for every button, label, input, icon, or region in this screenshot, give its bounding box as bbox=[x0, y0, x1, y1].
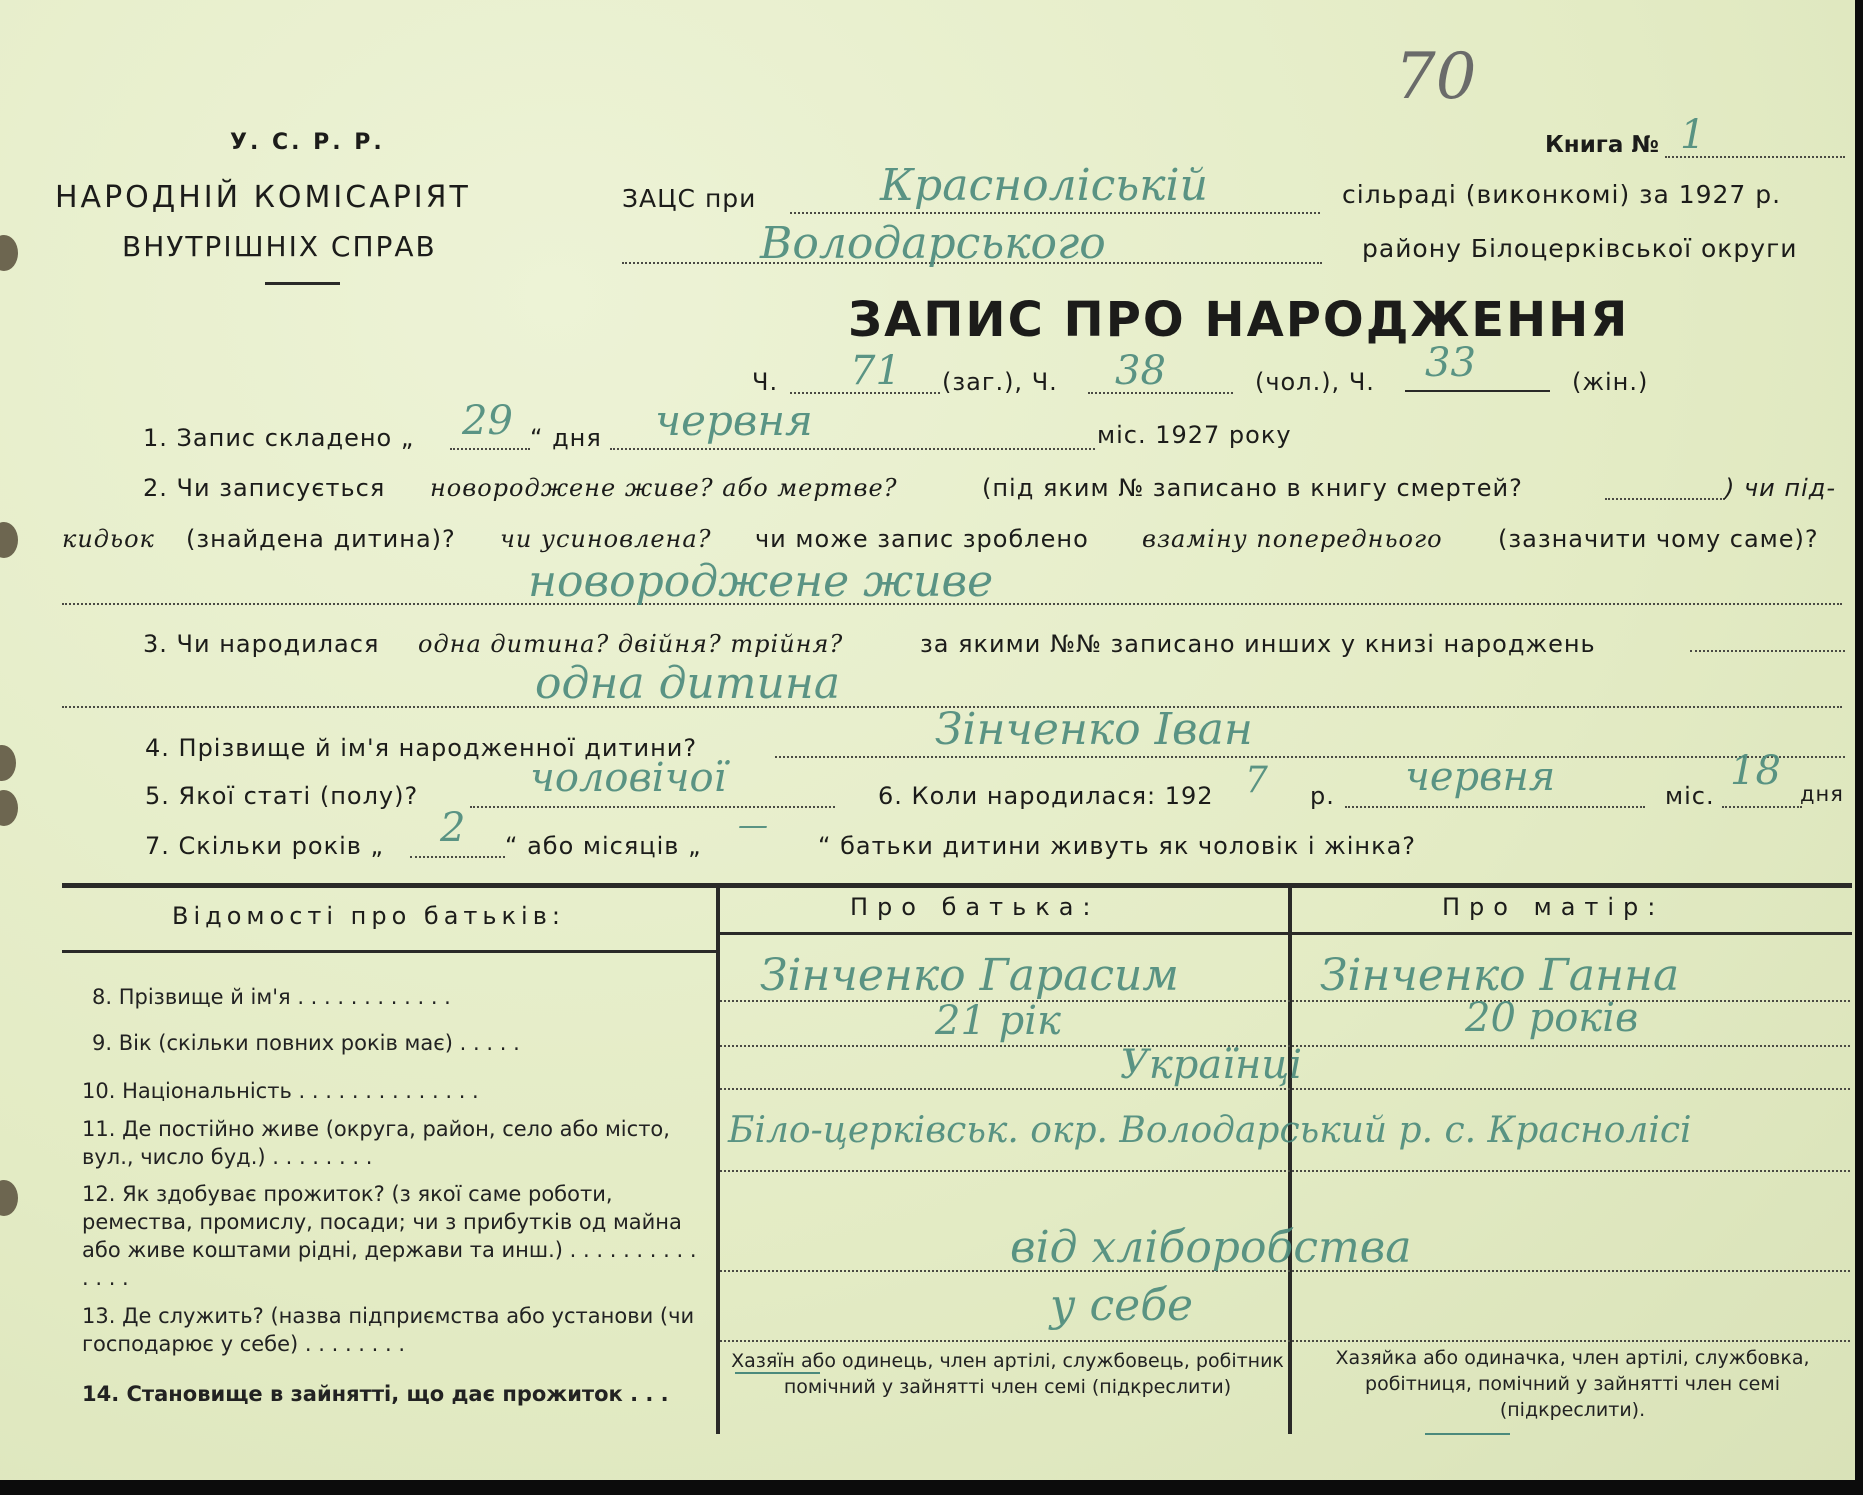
document-title: ЗАПИС ПРО НАРОДЖЕННЯ bbox=[848, 292, 1630, 348]
q5-answer: чоловічої bbox=[530, 755, 727, 801]
father-occupation-note: Хазяїн або одинець, член артілі, службовець, робітник помічний у зайнятті член семі (підкреслити) bbox=[731, 1350, 1284, 1398]
q5-text: 5. Якої статі (полу)? bbox=[145, 782, 419, 810]
num-female-label: (жін.) bbox=[1572, 368, 1649, 396]
table-col-divider-1 bbox=[716, 886, 720, 1434]
table-header-rule-right bbox=[717, 932, 1852, 935]
mother-age: 20 років bbox=[1465, 995, 1639, 1041]
nationality: Українці bbox=[1120, 1042, 1303, 1088]
table-row-line-6 bbox=[720, 1340, 1850, 1342]
header-underline bbox=[265, 282, 340, 285]
livelihood: від хліборобства bbox=[1010, 1222, 1412, 1273]
q5-answer-line bbox=[470, 806, 835, 808]
row-label-nationality: 10. Національність . . . . . . . . . . . . . . bbox=[82, 1079, 479, 1103]
table-row-line-3 bbox=[720, 1088, 1850, 1090]
q2-answer: новороджене живе bbox=[528, 556, 994, 607]
district: Володарського bbox=[760, 218, 1106, 269]
district-suffix: району Білоцерківської округи bbox=[1362, 234, 1798, 263]
q2-line2-a: кидьок bbox=[62, 525, 155, 553]
num-total: 71 bbox=[850, 348, 901, 394]
q7-text-a: 7. Скільки років „ bbox=[145, 832, 384, 860]
binder-hole-4 bbox=[0, 790, 18, 826]
binder-hole-3 bbox=[0, 745, 16, 781]
binder-hole-2 bbox=[0, 522, 18, 558]
father-underline-mark bbox=[735, 1372, 820, 1374]
row-label-employment: 13. Де служить? (назва підприємства або установи (чи господарює у себе) . . . . . . . . bbox=[82, 1304, 695, 1356]
q3-text-a: 3. Чи народилася bbox=[143, 630, 380, 658]
num-male-label: (чол.), Ч. bbox=[1255, 368, 1375, 396]
q6-month-line bbox=[1345, 806, 1645, 808]
q7-years-line bbox=[410, 856, 505, 858]
employment: у себе bbox=[1050, 1280, 1194, 1331]
q3-text-b: одна дитина? двійня? трійня? bbox=[418, 630, 844, 658]
book-number: 1 bbox=[1680, 112, 1706, 158]
num-female-line bbox=[1405, 390, 1550, 392]
q1-day: 29 bbox=[462, 398, 513, 444]
mother-name: Зінченко Ганна bbox=[1320, 950, 1680, 1001]
ussr-header: У. С. Р. Р. bbox=[230, 130, 385, 155]
q6-year: 7 bbox=[1245, 760, 1268, 801]
q2-death-book-line bbox=[1605, 498, 1725, 500]
num-male: 38 bbox=[1115, 348, 1166, 394]
q4-answer: Зінченко Іван bbox=[935, 704, 1253, 755]
table-row-line-4 bbox=[720, 1170, 1850, 1172]
zags-village: Красноліській bbox=[880, 160, 1208, 211]
q1-month-line bbox=[610, 448, 1095, 450]
row-label-surname: 8. Прізвище й ім'я . . . . . . . . . . . . bbox=[92, 985, 451, 1009]
q2-line2-e: взаміну попереднього bbox=[1142, 525, 1443, 553]
q6-text-b: р. bbox=[1310, 782, 1335, 810]
q1-text-b: “ дня bbox=[530, 424, 602, 452]
q2-line1-d: ) чи під- bbox=[1725, 474, 1837, 502]
row-label-occupation-status: 14. Становище в зайнятті, що дає прожиток . . . bbox=[82, 1382, 669, 1406]
page-number: 70 bbox=[1395, 40, 1477, 114]
q6-text-d: дня bbox=[1800, 782, 1844, 806]
q2-line1-a: 2. Чи записується bbox=[143, 474, 386, 502]
num-prefix: Ч. bbox=[752, 368, 779, 396]
q4-answer-line bbox=[775, 756, 1845, 758]
q2-line2-d: чи може запис зроблено bbox=[755, 525, 1089, 553]
table-col3-header: Про матір: bbox=[1442, 893, 1665, 921]
table-top-rule bbox=[62, 883, 1852, 888]
q4-text: 4. Прізвище й ім'я народженної дитини? bbox=[145, 734, 698, 762]
zags-prefix: ЗАЦС при bbox=[622, 184, 757, 213]
q1-text-c: міс. 1927 року bbox=[1097, 421, 1292, 449]
table-col2-header: Про батька: bbox=[850, 893, 1100, 921]
q3-text-c: за якими №№ записано инших у книзі народжень bbox=[920, 630, 1596, 658]
q6-day: 18 bbox=[1730, 748, 1781, 794]
residence: Біло-церківськ. окр. Володарський р. с. Краснолісі bbox=[728, 1110, 1692, 1151]
zags-village-line bbox=[790, 212, 1320, 214]
q7-years: 2 bbox=[440, 805, 466, 851]
q7-text-b: “ або місяців „ bbox=[505, 832, 702, 860]
book-number-line bbox=[1665, 156, 1845, 158]
binder-hole-5 bbox=[0, 1180, 18, 1216]
q2-line2-c: чи усиновлена? bbox=[500, 525, 712, 553]
q2-line1-c: (під яким № записано в книгу смертей? bbox=[982, 474, 1523, 502]
q6-month: червня bbox=[1405, 754, 1556, 800]
commissariat-line1: НАРОДНІЙ КОМІСАРІЯТ bbox=[55, 180, 471, 215]
row-label-residence: 11. Де постійно живе (округа, район, село або місто, вул., число буд.) . . . . . . . . bbox=[82, 1117, 670, 1169]
table-header-rule-left bbox=[62, 950, 717, 953]
q2-line1-b: новороджене живе? або мертве? bbox=[430, 474, 898, 502]
zags-suffix: сільраді (виконкомі) за 1927 р. bbox=[1342, 180, 1782, 209]
binder-hole-1 bbox=[0, 235, 18, 271]
row-label-age: 9. Вік (скільки повних років має) . . . . . bbox=[92, 1031, 520, 1055]
mother-occupation-note: Хазяйка або одиначка, член артілі, службовка, робітниця, помічний у зайнятті член семі (підкреслити). bbox=[1335, 1347, 1810, 1421]
q7-months: — bbox=[738, 808, 768, 843]
q6-day-line bbox=[1722, 806, 1802, 808]
num-female: 33 bbox=[1425, 340, 1476, 386]
mother-underline-mark bbox=[1425, 1433, 1510, 1435]
q3-other-line bbox=[1690, 650, 1845, 652]
table-col-divider-2 bbox=[1288, 886, 1292, 1434]
q1-text-a: 1. Запис складено „ bbox=[143, 424, 415, 452]
q2-line2-b: (знайдена дитина)? bbox=[186, 525, 456, 553]
q6-text-c: міс. bbox=[1665, 782, 1715, 810]
num-total-label: (заг.), Ч. bbox=[942, 368, 1058, 396]
q1-month: червня bbox=[655, 396, 813, 445]
father-name: Зінченко Гарасим bbox=[760, 950, 1179, 1001]
q7-text-c: “ батьки дитини живуть як чоловік і жінка? bbox=[818, 832, 1417, 860]
book-label: Книга № bbox=[1545, 132, 1660, 158]
commissariat-line2: ВНУТРІШНІХ СПРАВ bbox=[122, 230, 437, 263]
father-age: 21 рік bbox=[935, 998, 1061, 1044]
q3-answer: одна дитина bbox=[535, 658, 841, 709]
q2-line2-f: (зазначити чому саме)? bbox=[1498, 525, 1819, 553]
q6-text-a: 6. Коли народилася: 192 bbox=[878, 782, 1214, 810]
row-label-livelihood: 12. Як здобуває прожиток? (з якої саме роботи, ремества, промислу, посади; чи з прибутків од майна або живе коштами рідні, держави та инш.) . . . . . . . . . . . . . . bbox=[82, 1182, 697, 1290]
q1-day-line bbox=[450, 448, 530, 450]
table-col1-header: Відомості про батьків: bbox=[172, 902, 565, 930]
